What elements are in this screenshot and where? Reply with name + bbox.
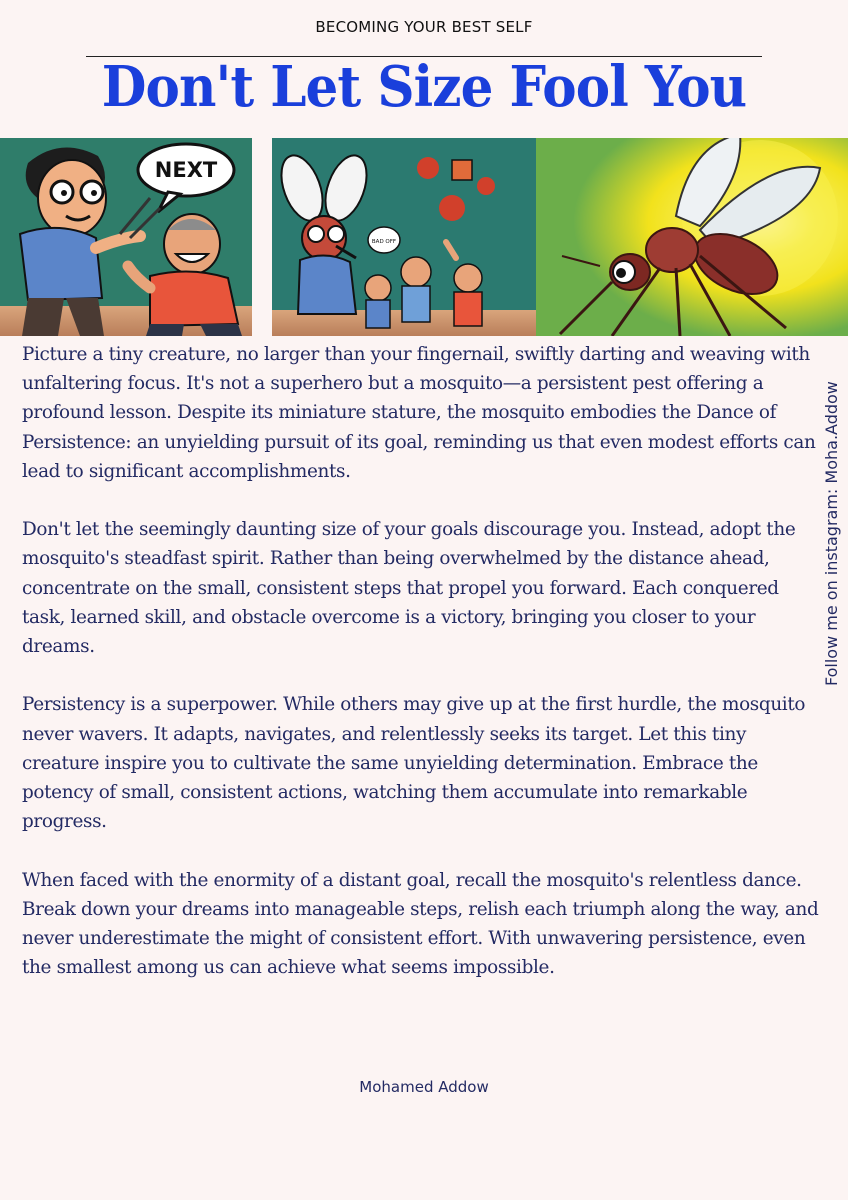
instagram-note: Follow me on instagram: Moha.Addow bbox=[822, 381, 841, 686]
speech-bubble-text: NEXT bbox=[154, 158, 218, 182]
paragraph-4: When faced with the enormity of a distant goal, recall the mosquito's relentless dance. Break down your dreams into manageable steps, relish each triumph along the way, and never underestimate the might of consistent effort. With unwavering persistence, even the smallest among us can achieve what seems impossible. bbox=[22, 869, 819, 979]
author-name: Mohamed Addow bbox=[359, 1078, 489, 1096]
paragraph-2: Don't let the seemingly daunting size of your goals discourage you. Instead, adopt the mosquito's steadfast spirit. Rather than being overwhelmed by the distance ahead, concentrate on the small, consistent steps that propel you forward. Each conquered task, learned skill, and obstacle overcome is a victory, bringing you closer to your dreams. bbox=[22, 519, 796, 658]
small-bubble-text: BAD OFF bbox=[371, 239, 397, 245]
article-body bbox=[22, 340, 820, 1012]
comic-banner bbox=[0, 138, 848, 336]
paragraph-3: Persistency is a superpower. While others may give up at the first hurdle, the mosquito never wavers. It adapts, navigates, and relentlessly seeks its target. Let this tiny creature inspire you to cultivate the same unyielding determination. Embrace the potency of small, consistent actions, watching them accumulate into remarkable progress. bbox=[22, 694, 806, 833]
panel-right bbox=[536, 138, 848, 336]
panel-left bbox=[0, 138, 266, 336]
page-title: Don't Let Size Fool You bbox=[101, 54, 747, 120]
small-speech-bubble bbox=[368, 227, 400, 253]
kicker: BECOMING YOUR BEST SELF bbox=[315, 18, 533, 36]
paragraph-1: Picture a tiny creature, no larger than your fingernail, swiftly darting and weaving with unfaltering focus. It's not a superhero but a mosquito—a persistent pest offering a profound lesson. Despite its miniature stature, the mosquito embodies the Dance of Persistence: an unyielding pursuit of its goal, reminding us that even modest efforts can lead to significant accomplishments. bbox=[22, 344, 816, 482]
panel-middle bbox=[272, 138, 536, 336]
